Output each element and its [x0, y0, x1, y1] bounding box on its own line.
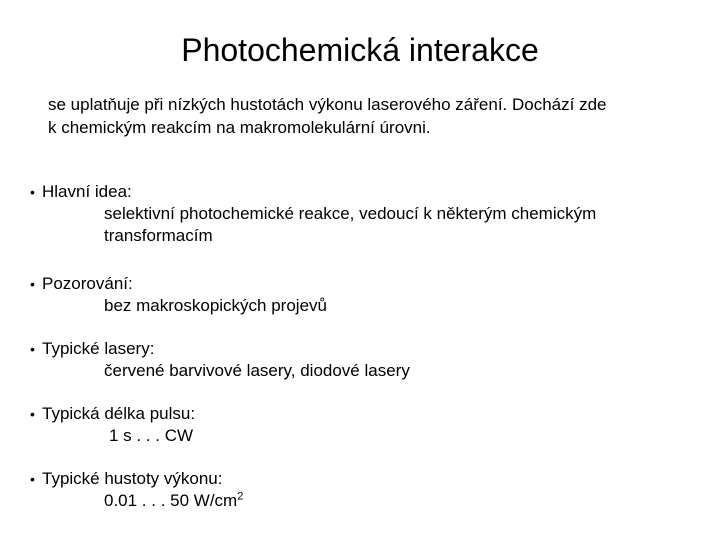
bullet-pulse-length — [30, 403, 700, 447]
bullet-value-line: červené barvivové lasery, diodové lasery — [104, 361, 410, 380]
bullet-power-density — [30, 468, 700, 512]
power-density-value: 0.01 . . . 50 W/cm — [104, 491, 238, 510]
bullet-marker: • — [30, 471, 35, 487]
bullet-observation — [30, 273, 700, 317]
bullet-head — [30, 468, 700, 490]
intro-line-2: k chemickým reakcím na makromolekulární úrovni. — [48, 118, 431, 137]
bullet-marker: • — [30, 406, 35, 422]
bullet-marker: • — [30, 341, 35, 357]
bullet-value-line: transformacím — [104, 226, 213, 245]
bullet-label: Pozorování: — [42, 274, 133, 293]
bullet-main-idea — [30, 181, 700, 247]
bullet-value-line: selektivní photochemické reakce, vedoucí k některým chemickým — [104, 204, 597, 223]
bullet-typical-lasers — [30, 338, 700, 382]
bullet-value-line — [30, 490, 700, 512]
bullet-value-line: 1 s . . . CW — [109, 426, 194, 445]
bullet-marker: • — [30, 184, 35, 200]
bullet-head — [30, 338, 700, 360]
bullet-head — [30, 403, 700, 425]
bullet-label: Typická délka pulsu: — [42, 404, 196, 423]
unit-exponent: 2 — [237, 490, 244, 503]
bullet-marker: • — [30, 276, 35, 292]
intro-line-1: se uplatňuje při nízkých hustotách výkonu laserového záření. Dochází zde — [48, 95, 607, 114]
bullet-value-line: bez makroskopických projevů — [104, 296, 327, 315]
intro-paragraph — [48, 93, 688, 139]
bullet-head — [30, 181, 700, 203]
bullet-label: Typické lasery: — [42, 339, 155, 358]
slide-title: Photochemická interakce — [181, 32, 539, 68]
bullet-head — [30, 273, 700, 295]
bullet-label: Typické hustoty výkonu: — [42, 469, 223, 488]
bullet-label: Hlavní idea: — [42, 182, 132, 201]
